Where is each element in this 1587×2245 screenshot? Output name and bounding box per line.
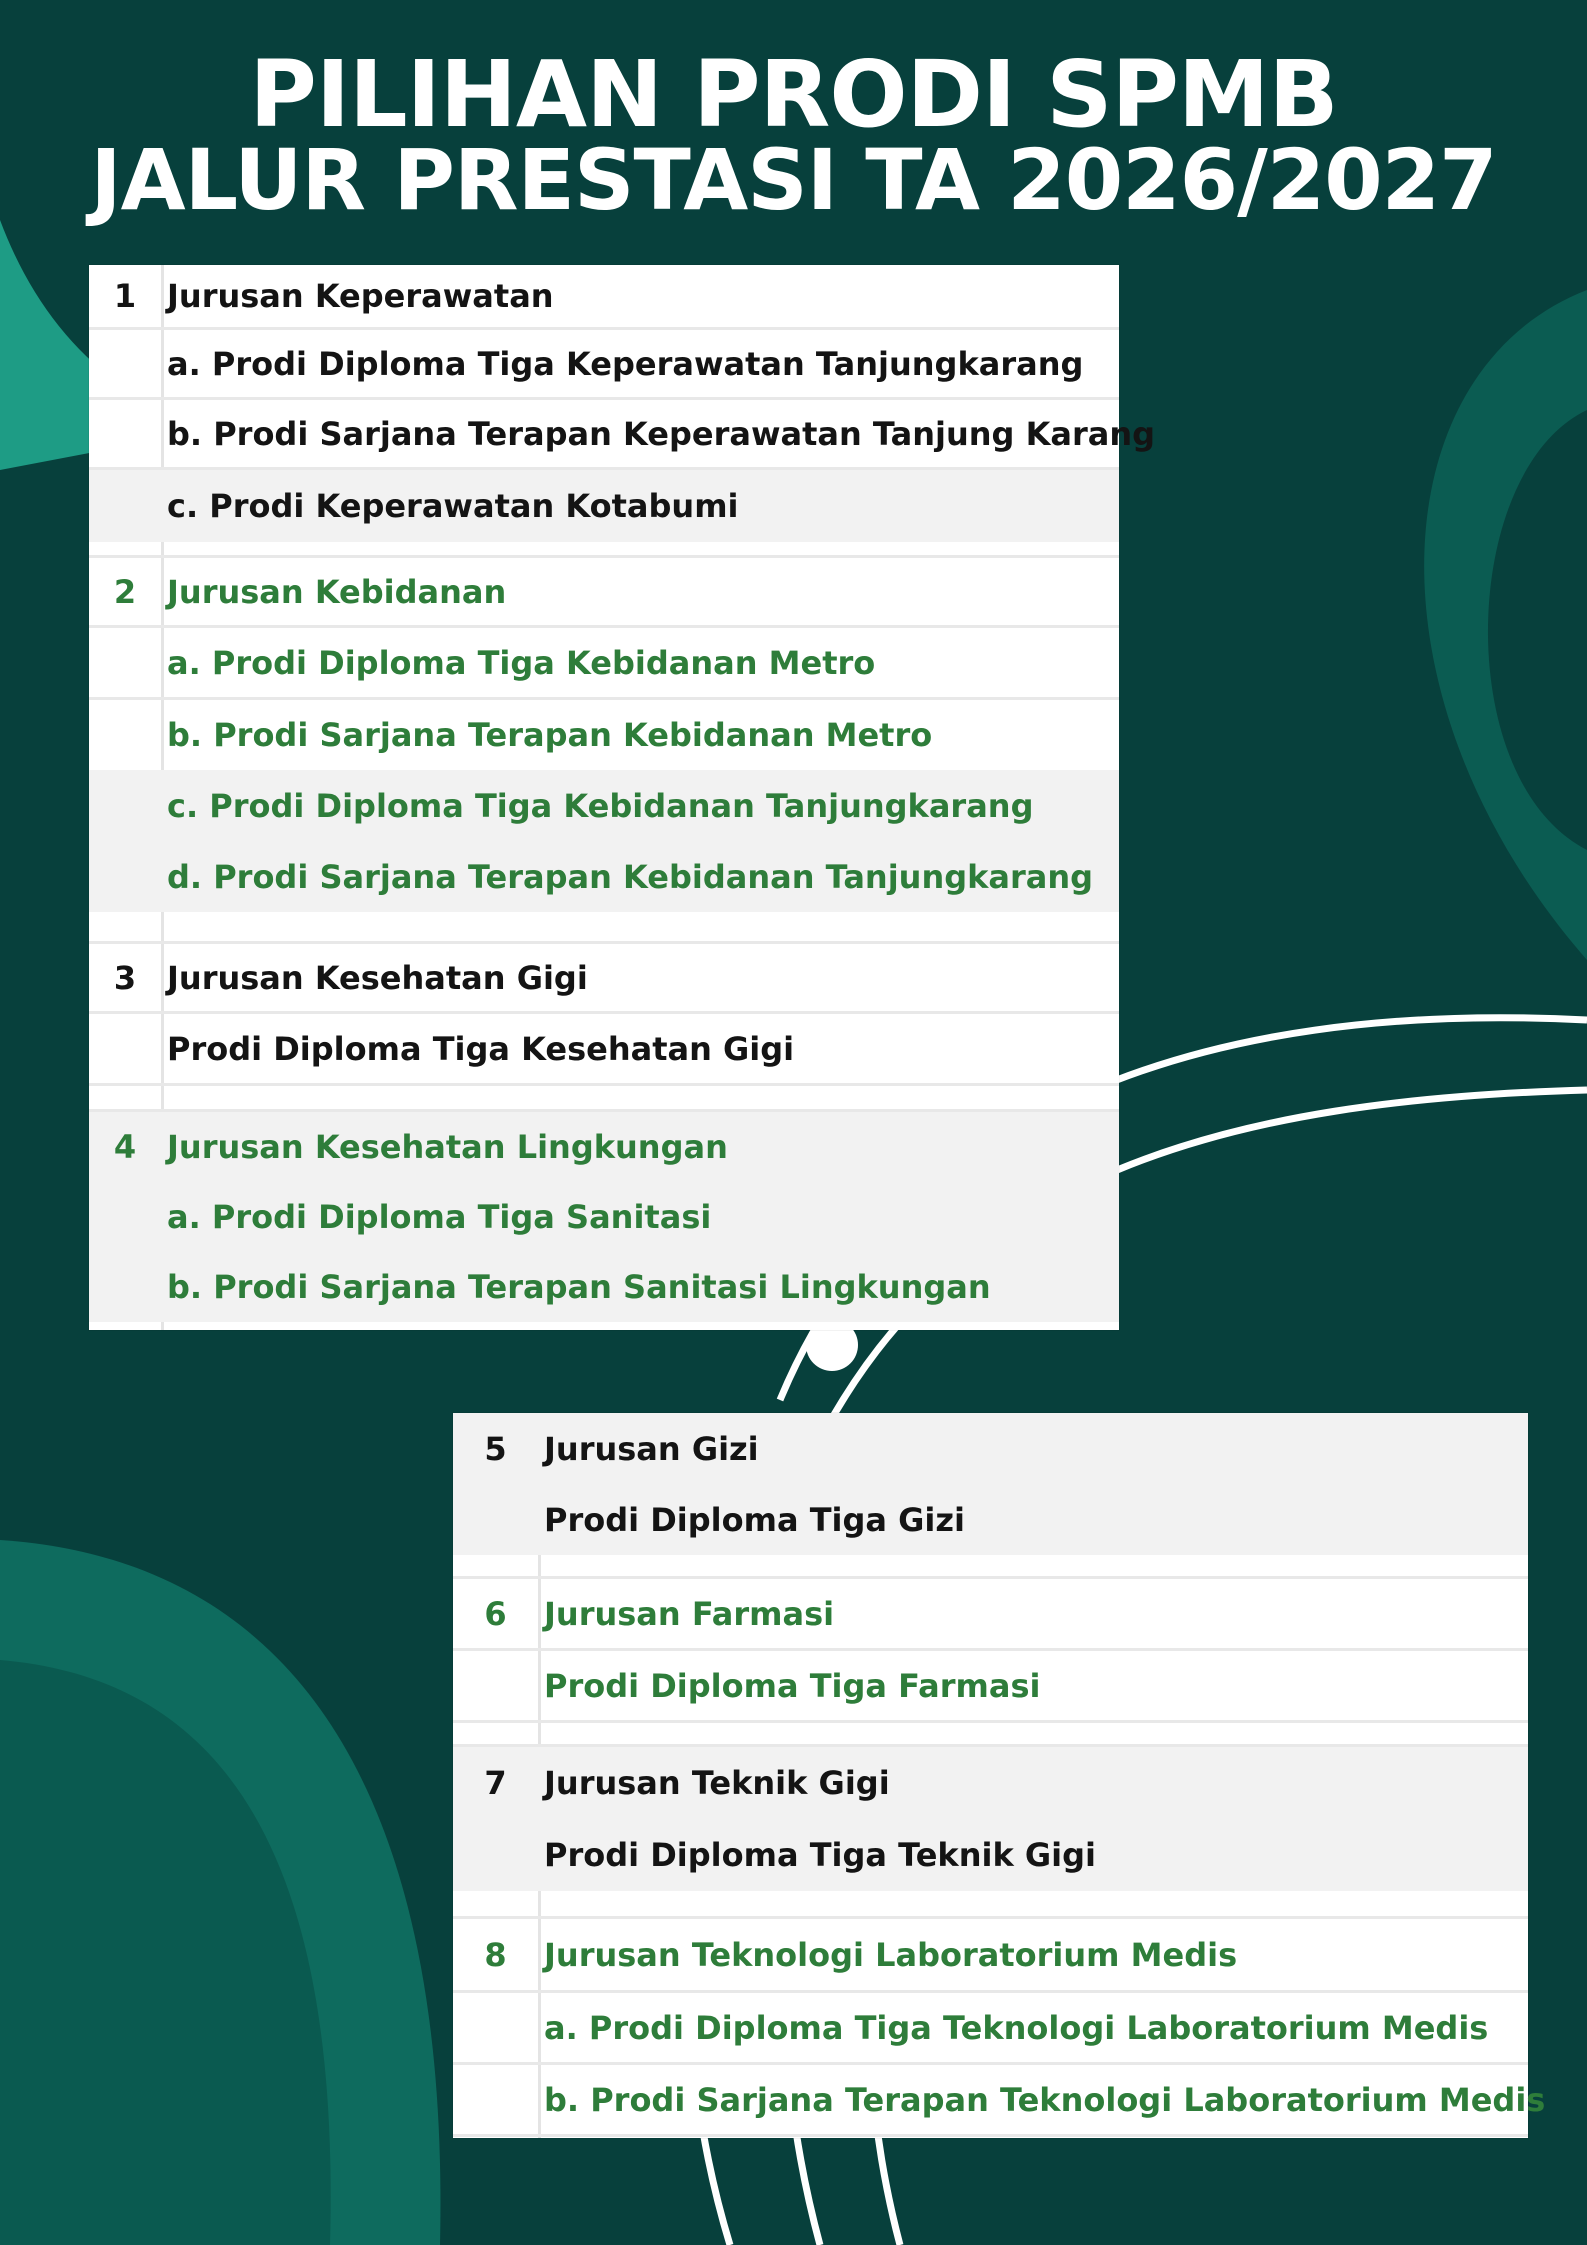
table-row-prodi: [89, 470, 1119, 542]
jurusan-label: Jurusan Kebidanan: [167, 572, 507, 611]
table-row-prodi: [453, 1651, 1528, 1723]
prodi-label: a. Prodi Diploma Tiga Sanitasi: [167, 1198, 712, 1236]
row-number: 8: [484, 1935, 507, 1974]
prodi-label: Prodi Diploma Tiga Gizi: [544, 1501, 965, 1539]
table-row-jurusan-6: [453, 1579, 1528, 1651]
prodi-label: Prodi Diploma Tiga Kesehatan Gigi: [167, 1029, 795, 1068]
jurusan-label: Jurusan Gizi: [544, 1430, 759, 1468]
group-spacer: [89, 1086, 1119, 1112]
row-number: 7: [484, 1764, 507, 1802]
table-row-prodi: [453, 1819, 1528, 1891]
table-row-jurusan-2: [89, 558, 1119, 628]
row-number: 1: [113, 277, 137, 315]
table-row-prodi: [453, 2065, 1546, 2137]
group-spacer: [89, 912, 1119, 944]
jurusan-label: Jurusan Teknologi Laboratorium Medis: [544, 1935, 1238, 1974]
prodi-label: Prodi Diploma Tiga Farmasi: [544, 1666, 1041, 1705]
table-row-jurusan-5: [453, 1413, 1528, 1485]
table-row-jurusan-1: [89, 265, 1119, 330]
table-row-prodi: [89, 1182, 1119, 1252]
table-row-jurusan-7: [453, 1747, 1528, 1819]
table-row-prodi: [89, 330, 1119, 400]
row-number: 5: [484, 1430, 507, 1468]
prodi-label: c. Prodi Diploma Tiga Kebidanan Tanjungkarang: [167, 787, 1034, 825]
table-row-prodi: [89, 1252, 1119, 1322]
jurusan-label: Jurusan Keperawatan: [167, 277, 554, 315]
page-subtitle: JALUR PRESTASI TA 2026/2027: [90, 131, 1497, 229]
row-number: 6: [484, 1594, 507, 1633]
group-spacer: [453, 1723, 1528, 1747]
jurusan-label: Jurusan Teknik Gigi: [544, 1764, 890, 1802]
prodi-label: c. Prodi Keperawatan Kotabumi: [167, 487, 739, 525]
group-spacer: [453, 1891, 1528, 1919]
row-number: 4: [113, 1128, 137, 1166]
table-row-prodi: [453, 1993, 1528, 2065]
jurusan-label: Jurusan Kesehatan Lingkungan: [167, 1128, 728, 1166]
group-spacer: [453, 1555, 1528, 1579]
table-row-prodi: [89, 842, 1119, 912]
jurusan-label: Jurusan Farmasi: [544, 1594, 835, 1633]
prodi-label: b. Prodi Sarjana Terapan Keperawatan Tanjung Karang: [167, 414, 1156, 453]
table-row-prodi: [89, 700, 1119, 770]
jurusan-label: Jurusan Kesehatan Gigi: [167, 958, 588, 997]
table-row-jurusan-8: [453, 1919, 1528, 1993]
table-row-jurusan-4: [89, 1112, 1119, 1182]
prodi-table-top: [89, 265, 1156, 1330]
group-spacer: [89, 542, 1119, 558]
prodi-label: b. Prodi Sarjana Terapan Teknologi Laboratorium Medis: [544, 2080, 1546, 2119]
page-title: PILIHAN PRODI SPMB: [249, 41, 1338, 148]
prodi-table-bottom: [453, 1413, 1546, 2138]
prodi-label: a. Prodi Diploma Tiga Kebidanan Metro: [167, 643, 876, 682]
row-number: 2: [113, 572, 137, 611]
prodi-label: d. Prodi Sarjana Terapan Kebidanan Tanjungkarang: [167, 858, 1094, 896]
table-row-prodi: [453, 1485, 1528, 1555]
table-row-jurusan-3: [89, 944, 1119, 1014]
prodi-label: b. Prodi Sarjana Terapan Kebidanan Metro: [167, 716, 933, 754]
prodi-label: Prodi Diploma Tiga Teknik Gigi: [544, 1836, 1096, 1874]
prodi-label: a. Prodi Diploma Tiga Teknologi Laboratorium Medis: [544, 2008, 1489, 2047]
prodi-label: a. Prodi Diploma Tiga Keperawatan Tanjungkarang: [167, 344, 1084, 383]
table-row-prodi: [89, 770, 1119, 842]
table-row-prodi: [89, 628, 1119, 700]
row-number: 3: [113, 958, 137, 997]
table-row-prodi: [89, 400, 1156, 470]
prodi-label: b. Prodi Sarjana Terapan Sanitasi Lingkungan: [167, 1268, 991, 1306]
table-row-prodi: [89, 1014, 1119, 1086]
